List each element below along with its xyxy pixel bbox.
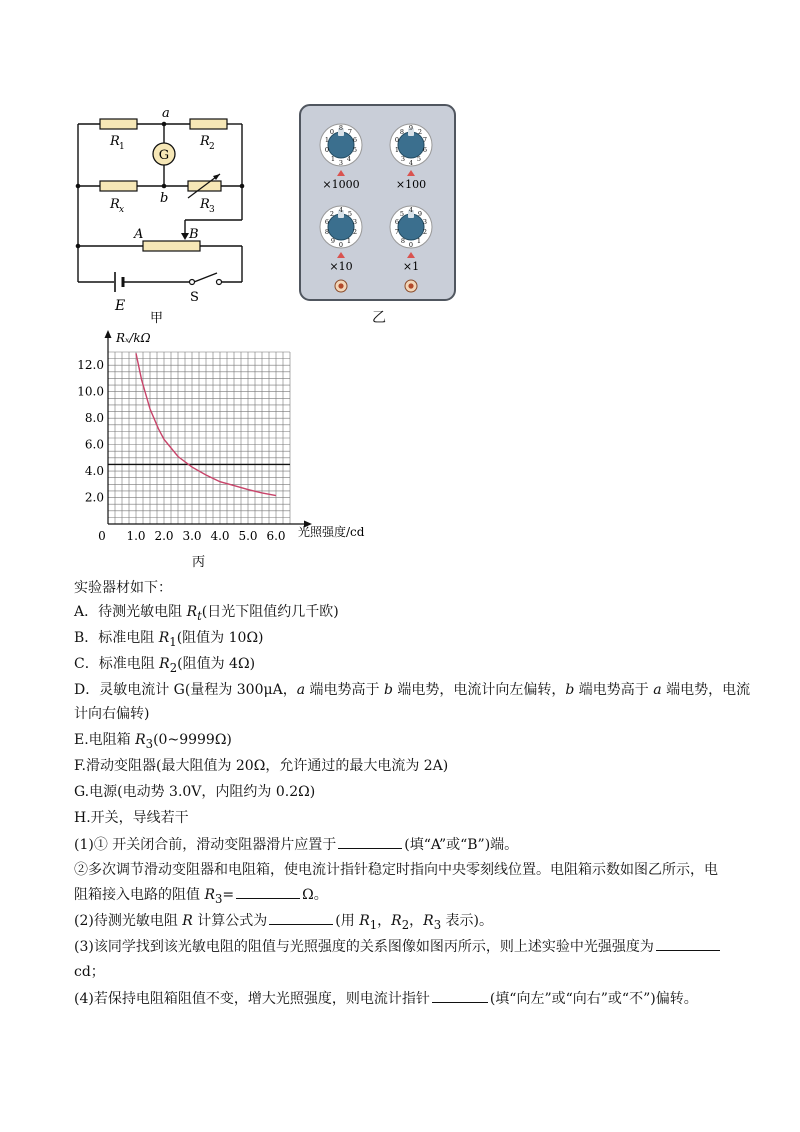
label-s: S <box>190 290 199 305</box>
svg-text:3: 3 <box>352 218 358 226</box>
multiplier-x10: ×10 <box>329 260 353 273</box>
circuit-diagram-jia <box>60 100 270 325</box>
svg-text:4: 4 <box>408 159 414 167</box>
svg-text:6: 6 <box>394 218 400 226</box>
item-f: F.滑动变阻器(最大阻值为 20Ω，允许通过的最大电流为 2A) <box>74 758 449 774</box>
label-r3: R <box>200 197 210 212</box>
svg-text:9: 9 <box>408 124 414 132</box>
answer-blank-5[interactable] <box>432 988 488 1003</box>
resistor-r1 <box>100 119 137 129</box>
x-tick-label: 0 <box>98 529 106 543</box>
y-tick-label: 12.0 <box>77 358 104 373</box>
chart-bing <box>70 328 400 576</box>
label-r1: R <box>110 134 120 149</box>
answer-blank-4[interactable] <box>656 936 720 951</box>
x-tick-label: 4.0 <box>210 529 230 543</box>
svg-text:3: 3 <box>422 218 428 226</box>
resistance-box-dials <box>301 106 454 299</box>
y-tick-label: 4.0 <box>84 464 104 479</box>
y-tick-label: 10.0 <box>77 384 104 399</box>
label-e: E <box>115 298 126 314</box>
multiplier-x1000: ×1000 <box>322 178 360 191</box>
resistor-rx <box>100 181 137 191</box>
x-tick-label: 3.0 <box>182 529 202 543</box>
svg-text:2: 2 <box>352 228 358 236</box>
slider-arrowhead <box>181 233 189 240</box>
caption-jia: 甲 <box>150 311 164 325</box>
x-tick-label: 6.0 <box>266 529 286 543</box>
y-tick-label: 2.0 <box>84 490 104 505</box>
svg-text:0: 0 <box>338 241 344 249</box>
svg-text:9: 9 <box>330 237 336 245</box>
svg-text:7: 7 <box>422 136 428 144</box>
svg-text:3: 3 <box>400 155 406 163</box>
svg-text:2: 2 <box>329 210 335 218</box>
svg-text:5: 5 <box>352 146 358 154</box>
svg-text:5: 5 <box>416 155 422 163</box>
svg-text:0: 0 <box>329 128 335 136</box>
item-h: H.开关，导线若干 <box>74 810 189 826</box>
svg-text:4: 4 <box>346 155 352 163</box>
multiplier-x100: ×100 <box>395 178 427 191</box>
item-d-line2: 计向右偏转) <box>74 706 150 722</box>
svg-text:1: 1 <box>330 155 336 163</box>
svg-text:9: 9 <box>417 210 423 218</box>
x-tick-label: 5.0 <box>238 529 258 543</box>
svg-text:6: 6 <box>324 218 330 226</box>
item-g: G.电源(电动势 3.0V，内阻约为 0.2Ω) <box>74 784 316 800</box>
caption-bing: 丙 <box>192 555 206 570</box>
switch-terminal <box>217 280 222 285</box>
question-3-line1: (3)该同学找到该光敏电阻的阻值与光照强度的关系图像如图丙所示，则上述实验中光强强度为 <box>74 936 722 957</box>
svg-text:0: 0 <box>324 146 330 154</box>
question-1-part2-line1: ②多次调节滑动变阻器和电阻箱，使电流计指针稳定时指向中央零刻线位置。电阻箱示数如图乙所示，电 <box>74 862 718 878</box>
label-r3-sub: 3 <box>209 205 215 215</box>
node-label-b: b <box>160 191 169 206</box>
node-label-a: a <box>162 106 170 121</box>
svg-text:8: 8 <box>400 237 406 245</box>
label-r1-sub: 1 <box>119 142 125 152</box>
svg-text:8: 8 <box>324 228 330 236</box>
label-r2-sub: 2 <box>209 142 215 152</box>
question-4: (4)若保持电阻箱阻值不变，增大光照强度，则电流计指针 (填“向左”或“向右”或“不”)偏转。 <box>74 988 698 1009</box>
chart-axes <box>105 330 313 528</box>
svg-text:7: 7 <box>394 228 400 236</box>
svg-text:8: 8 <box>338 124 344 132</box>
question-3-line2: cd； <box>74 964 105 980</box>
chart-grid <box>108 352 290 524</box>
svg-text:4: 4 <box>408 206 414 214</box>
terminal-left-core <box>338 283 343 288</box>
svg-text:8: 8 <box>399 128 405 136</box>
terminal-right-core <box>408 283 413 288</box>
svg-text:5: 5 <box>399 210 405 218</box>
svg-text:4: 4 <box>338 206 344 214</box>
label-rx-sub: x <box>119 205 125 215</box>
x-tick-label: 1.0 <box>126 529 146 543</box>
label-end-a: A <box>134 227 144 242</box>
y-axis-arrow <box>105 330 112 338</box>
item-a: A．待测光敏电阻 $R_t$(日光下阻值约几千欧) <box>74 604 339 623</box>
svg-text:2: 2 <box>422 228 428 236</box>
y-tick-label: 6.0 <box>84 437 104 452</box>
item-e: E.电阻箱 $R_3(0\sim 9999\Omega)$ <box>74 732 232 751</box>
item-d-line1: D．灵敏电流计 G(量程为 300μA，a 端电势高于 b 端电势，电流计向左偏转，b 端电势高于 a 端电势，电流 <box>74 682 751 698</box>
svg-text:7: 7 <box>347 128 353 136</box>
question-2: (2)待测光敏电阻 R 计算公式为 (用 $R_1$，$R_2$，$R_3$ 表示)。 <box>74 910 493 935</box>
y-axis-label: Rₓ/kΩ <box>116 331 151 345</box>
answer-blank-3[interactable] <box>269 910 333 925</box>
label-rx: R <box>110 197 120 212</box>
question-1-part2-line2: 阻箱接入电路的阻值 $R_3= \Omega$。 <box>74 884 328 909</box>
x-axis-label: 光照强度/cd <box>298 525 365 539</box>
svg-text:0: 0 <box>394 136 400 144</box>
multiplier-x1: ×1 <box>402 260 420 273</box>
svg-text:6: 6 <box>352 136 358 144</box>
y-tick-label: 8.0 <box>84 411 104 426</box>
svg-text:1: 1 <box>394 146 400 154</box>
svg-text:5: 5 <box>347 210 353 218</box>
svg-text:0: 0 <box>408 241 414 249</box>
item-b: B．标准电阻 $R_1$(阻值为 10Ω) <box>74 630 264 649</box>
rheostat <box>143 241 200 251</box>
svg-text:1: 1 <box>324 136 330 144</box>
switch-terminal <box>190 280 195 285</box>
svg-text:2: 2 <box>417 128 423 136</box>
svg-text:6: 6 <box>422 146 428 154</box>
galvanometer-label: G <box>158 148 170 163</box>
label-r2: R <box>200 134 210 149</box>
svg-text:1: 1 <box>346 237 352 245</box>
answer-blank-1[interactable] <box>338 834 402 849</box>
question-1-part1: (1)① 开关闭合前，滑动变阻器滑片应置于 (填“A”或“B”)端。 <box>74 834 518 855</box>
answer-blank-2[interactable] <box>236 884 300 899</box>
svg-text:1: 1 <box>416 237 422 245</box>
svg-text:3: 3 <box>338 159 344 167</box>
item-c: C．标准电阻 $R_2$(阻值为 4Ω) <box>74 656 256 675</box>
resistance-box-panel <box>299 104 456 301</box>
materials-title: 实验器材如下： <box>74 580 172 596</box>
caption-yi: 乙 <box>372 310 386 326</box>
resistor-r2 <box>190 119 227 129</box>
label-end-b: B <box>189 227 199 242</box>
x-tick-label: 2.0 <box>154 529 174 543</box>
